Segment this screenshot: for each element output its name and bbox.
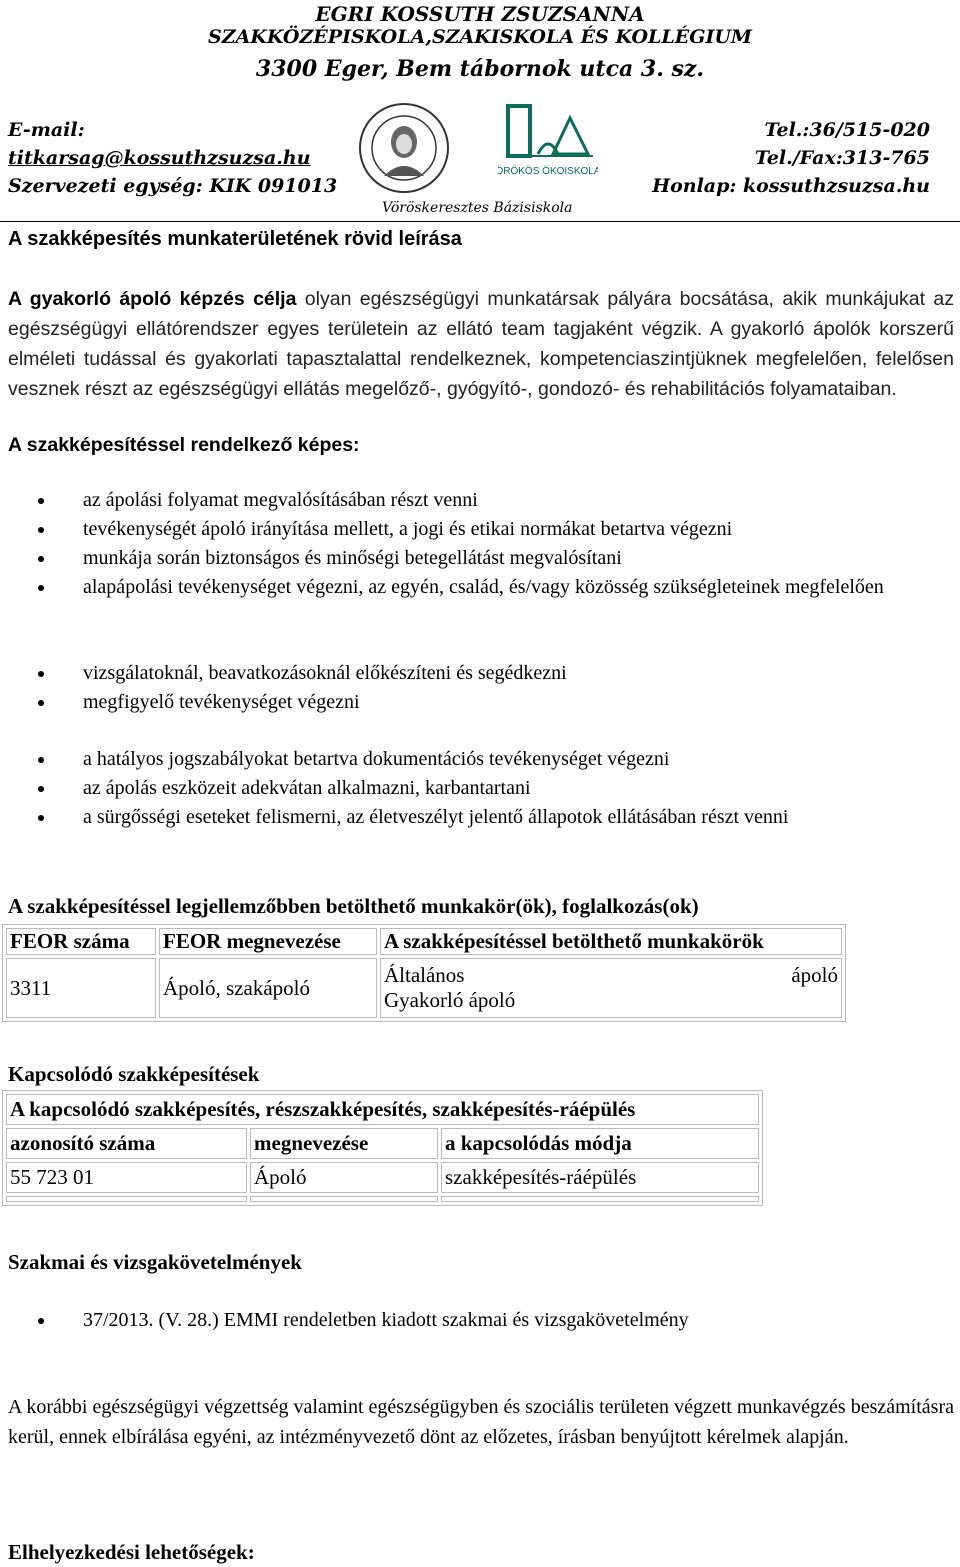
job-word: Általános [384,963,465,987]
job-titles [380,958,842,1018]
email-link[interactable]: titkarsag@kossuthzsuzsa.hu [8,147,311,169]
header-divider [0,221,960,222]
table-header-row [6,928,842,955]
column-header: A szakképesítéssel betölthető munkakörök [380,928,842,955]
prior-education-paragraph: A korábbi egészségügyi végzettség valamint egészségügyben és szociális területen végzett munkavégzés beszámításra kerül, ennek elbírálása egyéni, az intézményvezető dönt az előzetes, írásban benyújtott kérelmek alapján. [8,1396,954,1448]
related-table-title: A kapcsolódó szakképesítés, részszakképesítés, szakképesítés-ráépülés [6,1094,759,1125]
list-item: 37/2013. (V. 28.) EMMI rendeletben kiadott szakmai és vizsgakövetelmény [0,1306,940,1335]
job-line: Gyakorló ápoló [384,988,516,1012]
intro-paragraph [8,284,954,404]
eco-logo-text: ÖRÖKÖS ÖKOISKOLA [498,166,598,177]
table-cell: szakképesítés-ráépülés [441,1162,759,1193]
list-item: a sürgősségi eseteket felismerni, az életveszélyt jelentő állapotok ellátásában részt venni [0,803,960,832]
school-seal-logo [358,102,450,199]
list-item: munkája során biztonságos és minőségi betegellátást megvalósítani [0,544,940,573]
list-item: alapápolási tevékenységet végezni, az egyén, család, és/vagy közösség szükségleteinek megfelelően [0,573,940,602]
list-item: az ápolás eszközeit adekvátan alkalmazni, karbantartani [0,774,960,803]
list-item: tevékenységét ápoló irányítása mellett, a jogi és etikai normákat betartva végezni [0,515,940,544]
capability-list-2 [0,659,940,717]
placement-title: Elhelyezkedési lehetőségek: [8,1540,255,1564]
jobs-table [2,924,846,1022]
list-item: az ápolási folyamat megvalósításában részt venni [0,486,940,515]
column-header: FEOR megnevezése [159,928,377,955]
capability-list-1 [0,486,940,602]
table-row [6,958,842,1018]
related-table [2,1090,763,1206]
org-unit: Szervezeti egység: KIK 091013 [8,175,338,197]
school-address: 3300 Eger, Bem tábornok utca 3. sz. [255,56,705,82]
feor-name: Ápoló, szakápoló [159,958,377,1018]
capable-heading: A szakképesítéssel rendelkező képes: [8,434,360,456]
table-cell: Ápoló [250,1162,438,1193]
list-item: a hatályos jogszabályokat betartva dokumentációs tevékenységet végezni [0,745,960,774]
table-title-row [6,1094,759,1125]
requirements-title: Szakmai és vizsgakövetelmények [8,1250,302,1274]
table-header-row [6,1128,759,1159]
telephone: Tel.:36/515-020 [764,119,930,141]
intro-text: olyan egészségügyi munkatársak pályára bocsátása, akik munkájukat az egészségügyi ellátórendszer egyes területein az ellátó team tagjaként végzik. A gyakorló ápolók korszerű elméleti tudással és gyakorlati tapasztalattal rendelkeznek, kompetenciaszintjüknek megfelelően, felelősen vesznek részt az egészségügyi ellátás megelőző-, gyógyító-, gondozó- és rehabilitációs folyamataiban. [8,288,955,400]
school-name-line1: EGRI KOSSUTH ZSUZSANNA [315,2,645,26]
table-cell [6,1196,247,1202]
list-item: megfigyelő tevékenységet végezni [0,688,940,717]
eco-school-logo [498,104,598,191]
column-header: azonosító száma [6,1128,247,1159]
table-cell [250,1196,438,1202]
table-row [6,1162,759,1193]
contact-right [652,116,930,200]
requirements-list [0,1306,940,1335]
intro-bold: A gyakorló ápoló képzés célja [8,288,297,310]
contact-left [8,116,337,200]
capability-list-3 [0,745,960,832]
column-header: a kapcsolódás módja [441,1128,759,1159]
table-row-empty [6,1196,759,1202]
fax: Tel./Fax:313-765 [754,147,930,169]
column-header: megnevezése [250,1128,438,1159]
email-label: E-mail: [8,119,85,141]
job-word: ápoló [791,963,838,987]
red-cross-base-school: Vöröskeresztes Bázisiskola [382,200,573,216]
jobs-title: A szakképesítéssel legjellemzőbben betölthető munkakör(ök), foglalkozás(ok) [8,894,699,918]
table-cell: 55 723 01 [6,1162,247,1193]
table-cell [441,1196,759,1202]
list-item: vizsgálatoknál, beavatkozásoknál előkészíteni és segédkezni [0,659,940,688]
related-title: Kapcsolódó szakképesítések [8,1062,260,1086]
school-name-line2: SZAKKÖZÉPISKOLA,SZAKISKOLA ÉS KOLLÉGIUM [208,26,752,48]
website[interactable]: Honlap: kossuthzsuzsa.hu [652,175,930,197]
column-header: FEOR száma [6,928,156,955]
feor-number: 3311 [6,958,156,1018]
section-title-description: A szakképesítés munkaterületének rövid leírása [8,228,462,250]
